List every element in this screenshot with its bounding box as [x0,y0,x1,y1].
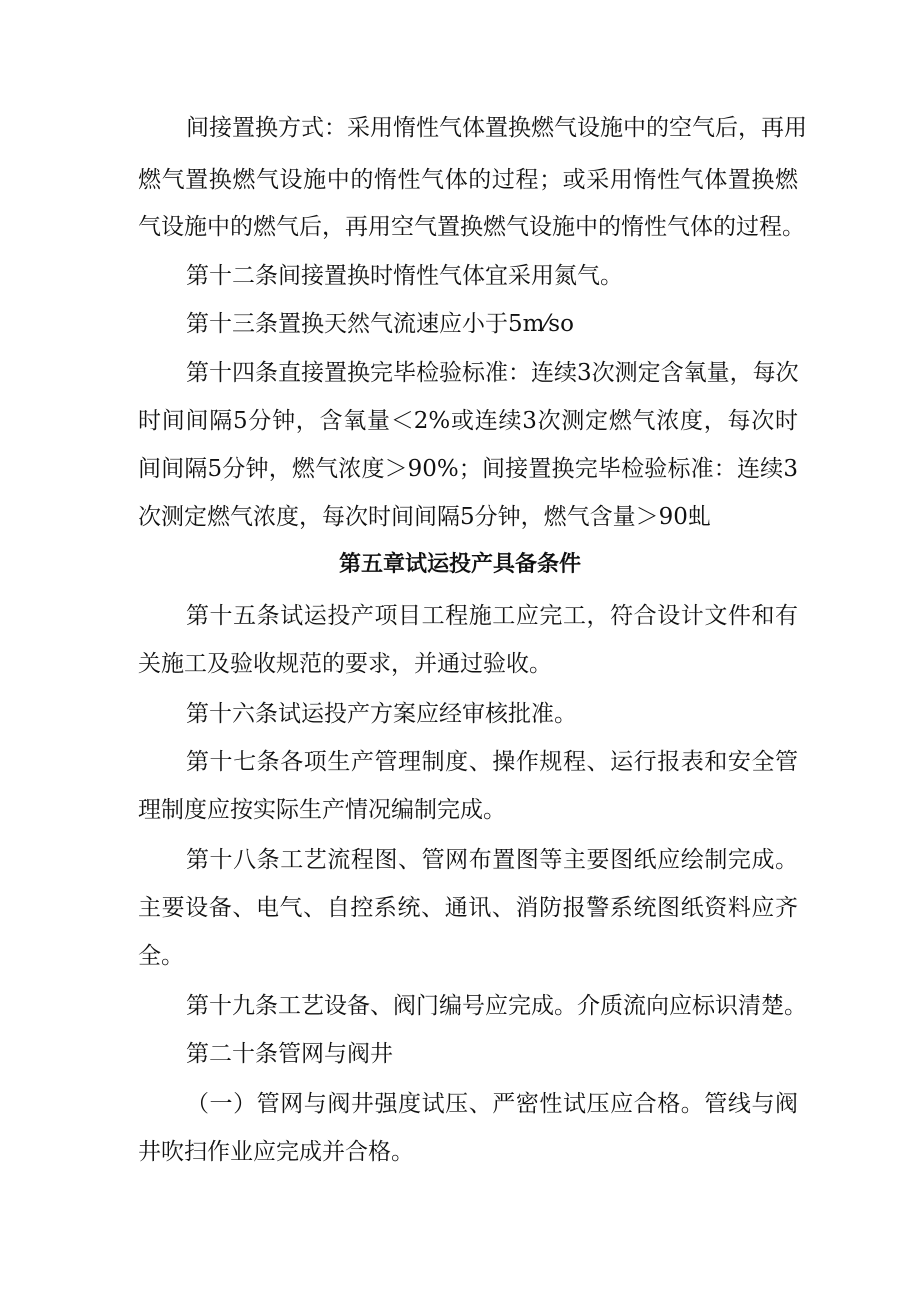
paragraph-line: 井吹扫作业应完成并合格。 [138,1139,414,1165]
article-15: 第十五条试运投产项目工程施工应完工，符合设计文件和有 [186,603,798,629]
article-19: 第十九条工艺设备、阀门编号应完成。介质流向应标识清楚。 [186,993,807,1019]
paragraph-line: 次测定燃气浓度，每次时间间隔5分钟，燃气含量＞90虬 [138,504,711,530]
paragraph-line: 间接置换方式：采用惰性气体置换燃气设施中的空气后，再用 [186,115,807,141]
paragraph-line: 时间间隔5分钟，含氧量＜2%或连续3次测定燃气浓度，每次时 [138,408,798,434]
paragraph-line: 燃气置换燃气设施中的惰性气体的过程；或采用惰性气体置换燃 [138,167,798,193]
paragraph-line: 全。 [138,943,184,969]
paragraph-line: 关施工及验收规范的要求，并通过验收。 [138,651,552,677]
article-12: 第十二条间接置换时惰性气体宜采用氮气。 [186,263,623,289]
paragraph-line: 间间隔5分钟，燃气浓度＞90%；间接置换完毕检验标准：连续3 [138,456,798,482]
paragraph-line: 气设施中的燃气后，再用空气置换燃气设施中的惰性气体的过程。 [138,214,805,240]
article-16: 第十六条试运投产方案应经审核批准。 [186,701,577,727]
article-20: 第二十条管网与阀井 [186,1041,393,1067]
article-13: 第十三条置换天然气流速应小于5m⁄so [186,311,574,337]
clause-1: （一）管网与阀井强度试压、严密性试压应合格。管线与阀 [186,1091,798,1117]
article-18: 第十八条工艺流程图、管网布置图等主要图纸应绘制完成。 [186,847,798,873]
paragraph-line: 主要设备、电气、自控系统、通讯、消防报警系统图纸资料应齐 [138,895,798,921]
article-14: 第十四条直接置换完毕检验标准：连续3次测定含氧量，每次 [186,360,799,386]
chapter-heading: 第五章试运投产具备条件 [338,552,581,577]
article-17: 第十七条各项生产管理制度、操作规程、运行报表和安全管 [186,749,798,775]
paragraph-line: 理制度应按实际生产情况编制完成。 [138,797,506,823]
